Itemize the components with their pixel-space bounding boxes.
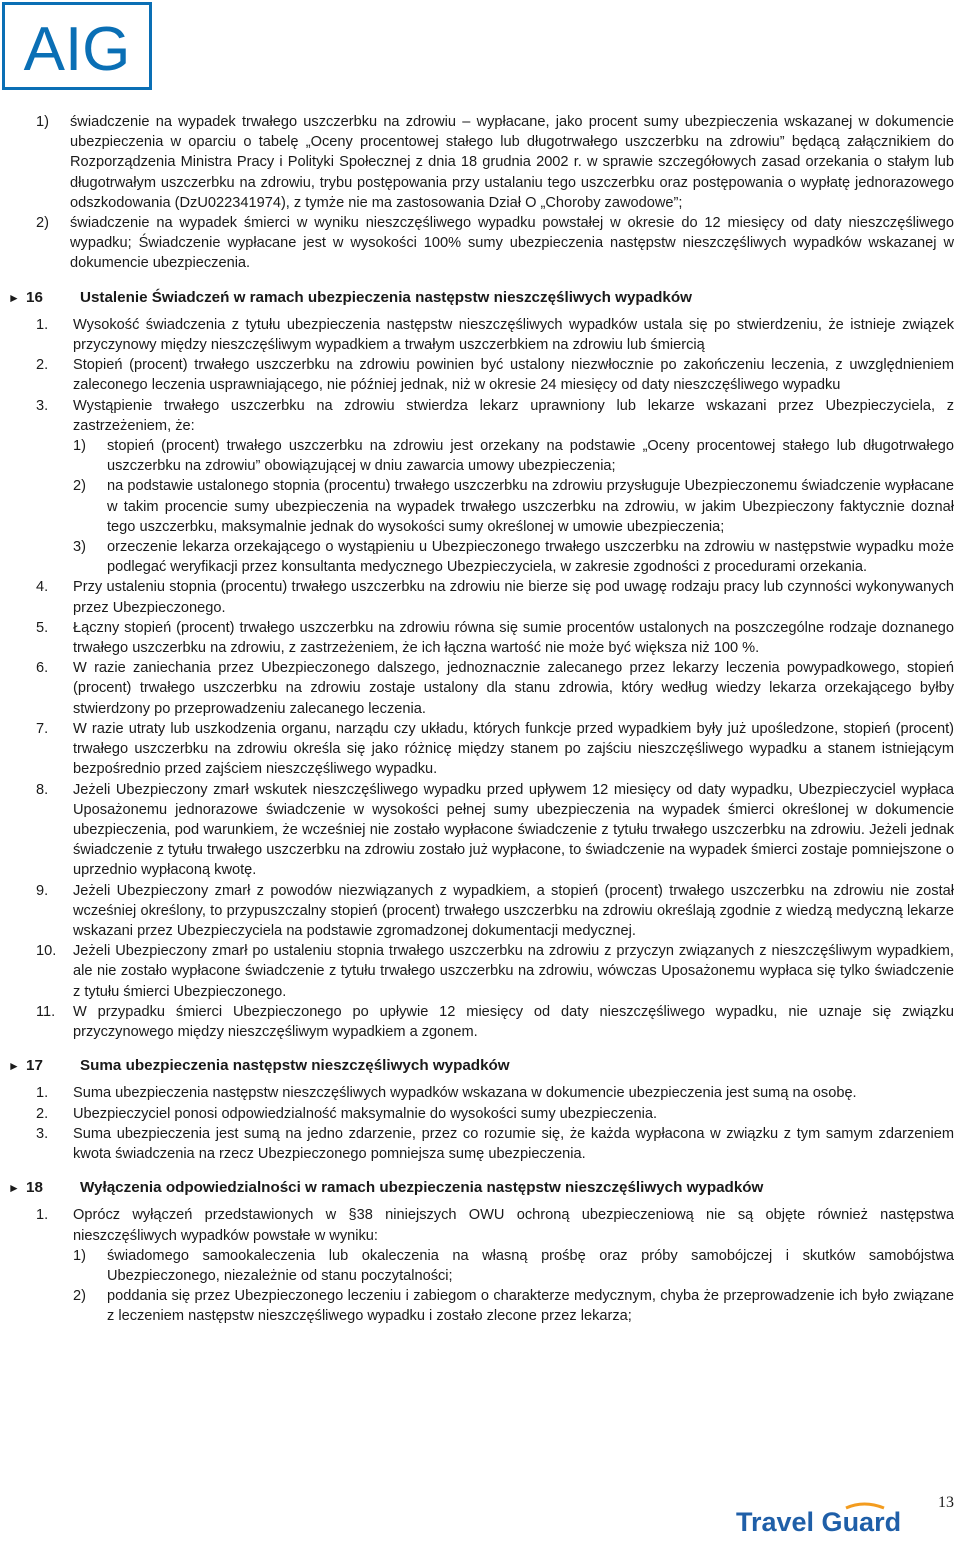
sub-list-item: 2) na podstawie ustalonego stopnia (procentu) trwałego uszczerbku na zdrowiu przysługuje Ubezpieczonemu świadczenie wypłacane w takim procencie sumy ubezpieczenia na wypadek trwałego uszczerbku na zdrowiu, w jakim Ubezpieczony faktycznie doznał tego uszczerbku, maksymalnie jednak do wysokości sumy określonej w umowie ubezpieczenia; bbox=[73, 478, 954, 535]
intro-item: 1) świadczenie na wypadek trwałego uszczerbku na zdrowiu – wypłacane, jako procent sumy ubezpieczenia wskazanej w dokumencie ubezpieczenia w oparciu o tabelę „Oceny procentowej stałego lub długotrwałego uszczerbku na zdrowiu” będącą załącznikiem do Rozporządzenia Ministra Pracy i Polityki Społecznej z dnia 18 grudnia 2002 r. w sprawie szczegółowych zasad orzekania o stałym lub długotrwałym uszczerbku na zdrowiu, trybu postępowania przy ustalaniu tego uszczerbku oraz postępowania o wypłatę jednorazowego odszkodowania (DzU022341974), z tymże nie ma zastosowania Dział O „Choroby zawodowe”; bbox=[36, 114, 954, 211]
section-title: Ustalenie Świadczeń w ramach ubezpieczenia następstw nieszczęśliwych wypadków bbox=[80, 288, 692, 306]
list-item: 3. Wystąpienie trwałego uszczerbku na zdrowiu stwierdza lekarz uprawniony lub lekarze wskazani przez Ubezpieczyciela, z zastrzeżeniem, że: bbox=[36, 397, 954, 434]
section-bullet-icon: ► bbox=[8, 1181, 20, 1196]
sub-list-item: 1) świadomego samookaleczenia lub okaleczenia na własną prośbę oraz próby samobójczej i skutków samobójstwa Ubezpieczonego, niezależnie od stanu poczytalności; bbox=[73, 1247, 954, 1284]
intro-item: 2) świadczenie na wypadek śmierci w wyniku nieszczęśliwego wypadku powstałej w okresie do 12 miesięcy od daty nieszczęśliwego wypadku; Świadczenie wypłacane jest w wysokości 100% sumy ubezpieczenia następstw nieszczęśliwych wypadków wskazanej w dokumencie ubezpieczenia. bbox=[36, 215, 954, 272]
sub-list-item: 1) stopień (procent) trwałego uszczerbku na zdrowiu jest orzekany na podstawie „Oceny procentowej stałego lub długotrwałego uszczerbku na zdrowiu” obowiązującej w dniu zawarcia umowy ubezpieczenia; bbox=[73, 438, 954, 475]
list-item: 8. Jeżeli Ubezpieczony zmarł wskutek nieszczęśliwego wypadku przed upływem 12 miesięcy od daty wypadku, Ubezpieczyciel wypłaca Uposażonemu jednorazowe świadczenie w wysokości pełnej sumy ubezpieczenia na wypadek śmierci określonej w dokumencie ubezpieczenia, pod warunkiem, że wcześniej nie zostało wypłacone świadczenie z tytułu trwałego uszczerbku na zdrowiu. Jeżeli jednak świadczenie z tytułu trwałego uszczerbku na zdrowiu zostało już wypłacone, to świadczenie na wypadek śmierci zostaje pomniejszone o uprzednio wypłaconą kwotę. bbox=[36, 781, 954, 879]
list-item: 11. W przypadku śmierci Ubezpieczonego po upływie 12 miesięcy od daty nieszczęśliwego wypadku, nie uznaje się związku przyczynowego między nieszczęśliwym wypadkiem a zgonem. bbox=[36, 1003, 954, 1040]
section-heading-16: ► 16 Ustalenie Świadczeń w ramach ubezpieczenia następstw nieszczęśliwych wypadków bbox=[8, 288, 954, 308]
list-item: 3. Suma ubezpieczenia jest sumą na jedno zdarzenie, przez co rozumie się, że każda wypłacona w związku z tym samym zdarzeniem kwota świadczenia na rzecz Ubezpieczonego pomniejsza sumę ubezpieczenia. bbox=[36, 1125, 954, 1162]
section-heading-18: ► 18 Wyłączenia odpowiedzialności w ramach ubezpieczenia następstw nieszczęśliwych wypadków bbox=[8, 1178, 954, 1198]
section-bullet-icon: ► bbox=[8, 1059, 20, 1074]
list-item: 2. Ubezpieczyciel ponosi odpowiedzialność maksymalnie do wysokości sumy ubezpieczenia. bbox=[36, 1105, 658, 1122]
list-item: 9. Jeżeli Ubezpieczony zmarł z powodów niezwiązanych z wypadkiem, a stopień (procent) trwałego uszczerbku na zdrowiu nie został wcześniej określony, to przypuszczalny stopień (procent) trwałego uszczerbku na zdrowiu określają zgodnie z wiedzą medyczną lekarze wskazani przez Ubezpieczyciela na podstawie zgromadzonej dokumentacji medycznej. bbox=[36, 882, 954, 939]
list-item: 6. W razie zaniechania przez Ubezpieczonego dalszego, jednoznacznie zalecanego przez lekarzy leczenia powypadkowego, stopień (procent) trwałego uszczerbku na zdrowiu zostaje ustalony dla stanu zdrowia, który według wiedzy lekarza orzekającego byłby stwierdzony po przeprowadzeniu zalecanego leczenia. bbox=[36, 660, 954, 717]
travel-guard-logo-text: Travel Guard bbox=[736, 1507, 902, 1537]
list-item: 1. Wysokość świadczenia z tytułu ubezpieczenia następstw nieszczęśliwych wypadków ustala się po stwierdzeniu, że istnieje związek przyczynowy między nieszczęśliwym wypadkiem a trwałym uszczerbkiem na zdrowiu lub śmiercią bbox=[36, 316, 954, 354]
document-body bbox=[8, 112, 954, 1327]
section-heading-17: ► 17 Suma ubezpieczenia następstw nieszczęśliwych wypadków bbox=[8, 1056, 954, 1076]
section-title: Suma ubezpieczenia następstw nieszczęśliwych wypadków bbox=[80, 1057, 510, 1075]
list-item: 7. W razie utraty lub uszkodzenia organu, narządu czy układu, których funkcje przed wypadkiem były już upośledzone, stopień (procent) trwałego uszczerbku na zdrowiu określa się jako różnicę między stanem po zajściu nieszczęśliwego wypadku a stanem istniejącym bezpośrednio przed zajściem nieszczęśliwego wypadku. bbox=[36, 720, 954, 778]
aig-logo-text: AIG bbox=[23, 15, 131, 84]
list-item: 1. Suma ubezpieczenia następstw nieszczęśliwych wypadków wskazana w dokumencie ubezpieczenia jest sumą na osobę. bbox=[36, 1085, 857, 1102]
list-item: 10. Jeżeli Ubezpieczony zmarł po ustaleniu stopnia trwałego uszczerbku na zdrowiu z przyczyn związanych z nieszczęśliwym wypadkiem, ale nie zostało wypłacone świadczenie z tytułu trwałego uszczerbku na zdrowiu, wówczas Uposażonemu wypłaca się tylko świadczenie z tytułu śmierci Ubezpieczonego. bbox=[36, 943, 954, 1000]
list-item: 4. Przy ustaleniu stopnia (procentu) trwałego uszczerbku na zdrowiu nie bierze się pod uwagę rodzaju pracy lub czynności wykonywanych przez Ubezpieczonego. bbox=[36, 579, 954, 616]
list-item: 2. Stopień (procent) trwałego uszczerbku na zdrowiu powinien być ustalony niezwłocznie po zakończeniu leczenia, z uwzględnieniem zaleconego leczenia usprawniającego, nie później jednak, niż w okresie 24 miesięcy od daty nieszczęśliwego wypadku bbox=[36, 357, 954, 394]
sub-list-item: 2) poddania się przez Ubezpieczonego leczeniu i zabiegom o charakterze medycznym, chyba że przeprowadzenie ich było związane z leczeniem następstw nieszczęśliwego wypadku i zostało zlecone przez lekarza; bbox=[73, 1288, 954, 1325]
aig-logo bbox=[2, 2, 152, 90]
list-item: 1. Oprócz wyłączeń przedstawionych w §38 niniejszych OWU ochroną ubezpieczeniową nie są objęte również następstwa nieszczęśliwych wypadków powstałe w wyniku: bbox=[36, 1207, 954, 1244]
section-bullet-icon: ► bbox=[8, 290, 20, 305]
list-item: 5. Łączny stopień (procent) trwałego uszczerbku na zdrowiu równa się sumie procentów ustalonych na poszczególne rodzaje doznanego trwałego uszczerbku na zdrowiu, z zastrzeżeniem, że ich łączna wartość nie może być większa niż 100 %. bbox=[36, 619, 954, 657]
travel-guard-logo bbox=[734, 1502, 924, 1538]
page-number: 13 bbox=[938, 1494, 954, 1511]
sub-list-item: 3) orzeczenie lekarza orzekającego o wystąpieniu u Ubezpieczonego trwałego uszczerbku na zdrowiu w następstwie wypadku może podlegać weryfikacji przez konsultanta medycznego Ubezpieczyciela, w zakresie zgodności z procedurami orzekania. bbox=[73, 539, 954, 576]
section-title: Wyłączenia odpowiedzialności w ramach ubezpieczenia następstw nieszczęśliwych wypadków bbox=[80, 1179, 764, 1197]
